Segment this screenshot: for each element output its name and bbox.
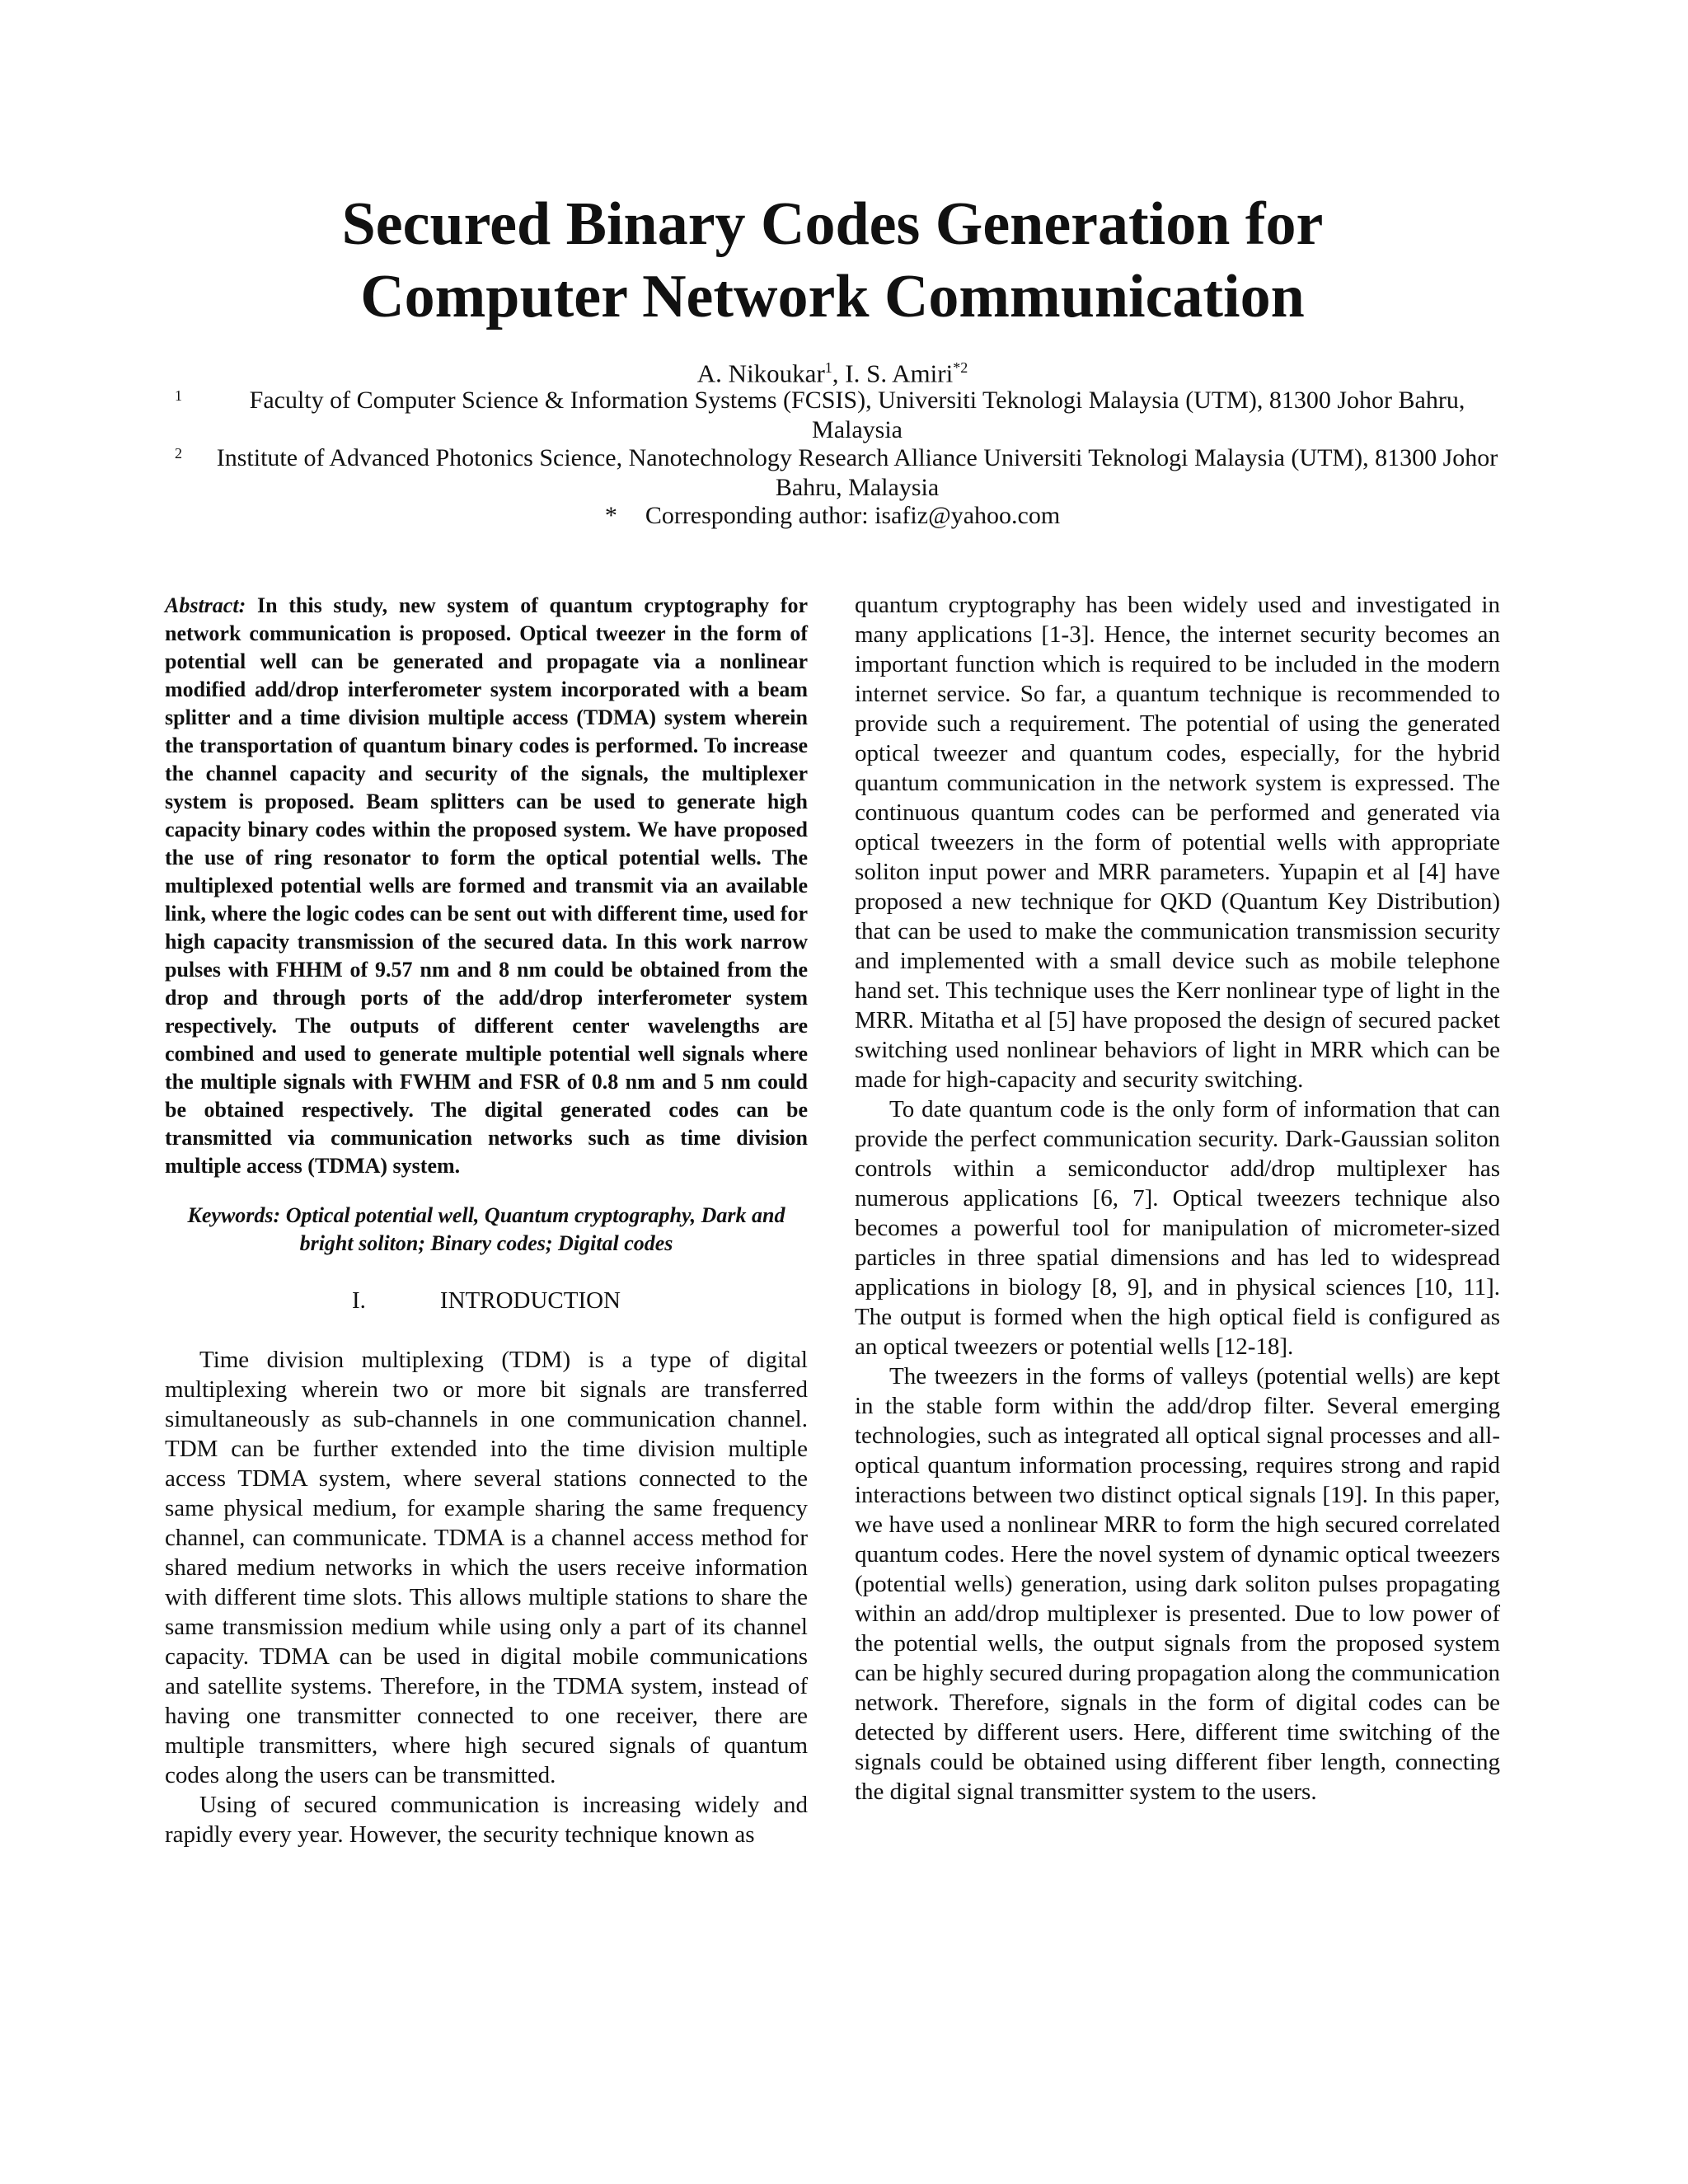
affiliation-2 (165, 443, 1500, 503)
affiliation-number: 1 (175, 387, 182, 404)
title-line-1: Secured Binary Codes Generation for (341, 190, 1324, 258)
affiliation-text: Institute of Advanced Photonics Science, Nanotechnology Research Alliance Universiti Teknologi Malaysia (UTM), 81300 Johor Bahru, Malaysia (216, 444, 1498, 501)
abstract (165, 592, 808, 1180)
section-number: I. (351, 1287, 366, 1314)
right-column (855, 590, 1500, 1807)
author-affiliation-mark: *2 (953, 359, 968, 376)
author-separator: , (832, 359, 846, 388)
body-paragraph: Using of secured communication is increasing widely and rapidly every year. However, the security technique known as (165, 1792, 808, 1848)
affiliation-text: Faculty of Computer Science & Information Systems (FCSIS), Universiti Teknologi Malaysia (UTM), 81300 Johor Bahru, Malaysia (249, 387, 1465, 443)
body-paragraph: The tweezers in the forms of valleys (potential wells) are kept in the stable form within the add/drop filter. Several emerging technologies, such as integrated all optical signal processes and all-optical quantum information processing, requires strong and rapid interactions between two distinct optical signals [19]. In this paper, we have used a nonlinear MRR to form the high secured correlated quantum codes. Here the novel system of dynamic optical tweezers (potential wells) generation, using dark soliton pulses propagating within an add/drop multiplexer is presented. Due to low power of the potential wells, the output signals from the proposed system can be highly secured during propagation along the communication network. Therefore, signals in the form of digital codes can be detected by different users. Here, different time switching of the signals could be obtained using different fiber length, connecting the digital signal transmitter system to the users. (855, 1363, 1500, 1805)
body-paragraph: To date quantum code is the only form of information that can provide the perfect communication security. Dark-Gaussian soliton controls within a semiconductor add/drop multiplexer has numerous applications [6, 7]. Optical tweezers technique also becomes a powerful tool for manipulation of micrometer-sized particles in three spatial dimensions and has led to widespread applications in biology [8, 9], and in physical sciences [10, 11]. The output is formed when the high optical field is configured as an optical tweezers or potential wells [12-18]. (855, 1096, 1500, 1360)
section-title: INTRODUCTION (439, 1287, 621, 1314)
author-list (247, 353, 1418, 388)
left-column (165, 592, 808, 1849)
keywords: Keywords: Optical potential well, Quantum cryptography, Dark and bright soliton; Binary codes; Digital codes (187, 1203, 785, 1255)
paper-title (165, 188, 1500, 333)
corresponding-star: * (604, 502, 617, 529)
body-paragraph: Time division multiplexing (TDM) is a type of digital multiplexing wherein two or more bit signals are transferred simultaneously as sub-channels in one communication channel. TDM can be further extended into the time division multiple access TDMA system, where several stations connected to the same physical medium, for example sharing the same frequency channel, can communicate. TDMA is a channel access method for shared medium networks in which the users receive information with different time slots. This allows multiple stations to share the same transmission medium while using only a part of its channel capacity. TDMA can be used in digital mobile communications and satellite systems. Therefore, in the TDMA system, instead of having one transmitter connected to one receiver, there are multiple transmitters, where high secured signals of quantum codes along the users can be transmitted. (165, 1347, 808, 1788)
abstract-label: Abstract: (165, 593, 246, 617)
body-paragraph: quantum cryptography has been widely used and investigated in many applications [1-3]. Hence, the internet security becomes an important function which is required to be included in the modern internet service. So far, a quantum technique is recommended to provide such a requirement. The potential of using the generated optical tweezer and quantum codes, especially, for the hybrid quantum communication in the network system is expressed. The continuous quantum codes can be performed and generated via optical tweezers in the form of potential wells with appropriate soliton input power and MRR parameters. Yupapin et al [4] have proposed a new technique for QKD (Quantum Key Distribution) that can be used to make the communication transmission security and implemented with a small device such as mobile telephone hand set. This technique uses the Kerr nonlinear type of light in the MRR. Mitatha et al [5] have proposed the design of secured packet switching used nonlinear behaviors of light in MRR which can be made for high-capacity and security switching. (855, 592, 1500, 1093)
title-line-2: Computer Network Communication (360, 263, 1305, 330)
section-heading (165, 1286, 808, 1315)
abstract-text: In this study, new system of quantum cryptography for network communication is proposed. Optical tweezer in the form of potential well can be generated and propagate via a nonlinear modified add/drop interferometer system incorporated with a beam splitter and a time division multiple access (TDMA) system wherein the transportation of quantum binary codes is performed. To increase the channel capacity and security of the signals, the multiplexer system is proposed. Beam splitters can be used to generate high capacity binary codes within the proposed system. We have proposed the use of ring resonator to form the optical potential wells. The multiplexed potential wells are formed and transmit via an available link, where the logic codes can be sent out with different time, used for high capacity transmission of the secured data. In this work narrow pulses with FHHM of 9.57 nm and 8 nm could be obtained from the drop and through ports of the add/drop interferometer system respectively. The outputs of different center wavelengths are combined and used to generate multiple potential well signals where the multiple signals with FWHM and FSR of 0.8 nm and 5 nm could be obtained respectively. The digital generated codes can be transmitted via communication networks such as time division multiple access (TDMA) system. (165, 593, 809, 1178)
corresponding-author-text: Corresponding author: isafiz@yahoo.com (645, 502, 1061, 529)
affiliation-number: 2 (175, 445, 182, 462)
author-name: I. S. Amiri (845, 359, 954, 388)
author-name: A. Nikoukar (696, 359, 825, 388)
corresponding-author (247, 501, 1418, 531)
author-affiliation-mark: 1 (824, 359, 832, 376)
affiliation-1 (165, 386, 1500, 445)
